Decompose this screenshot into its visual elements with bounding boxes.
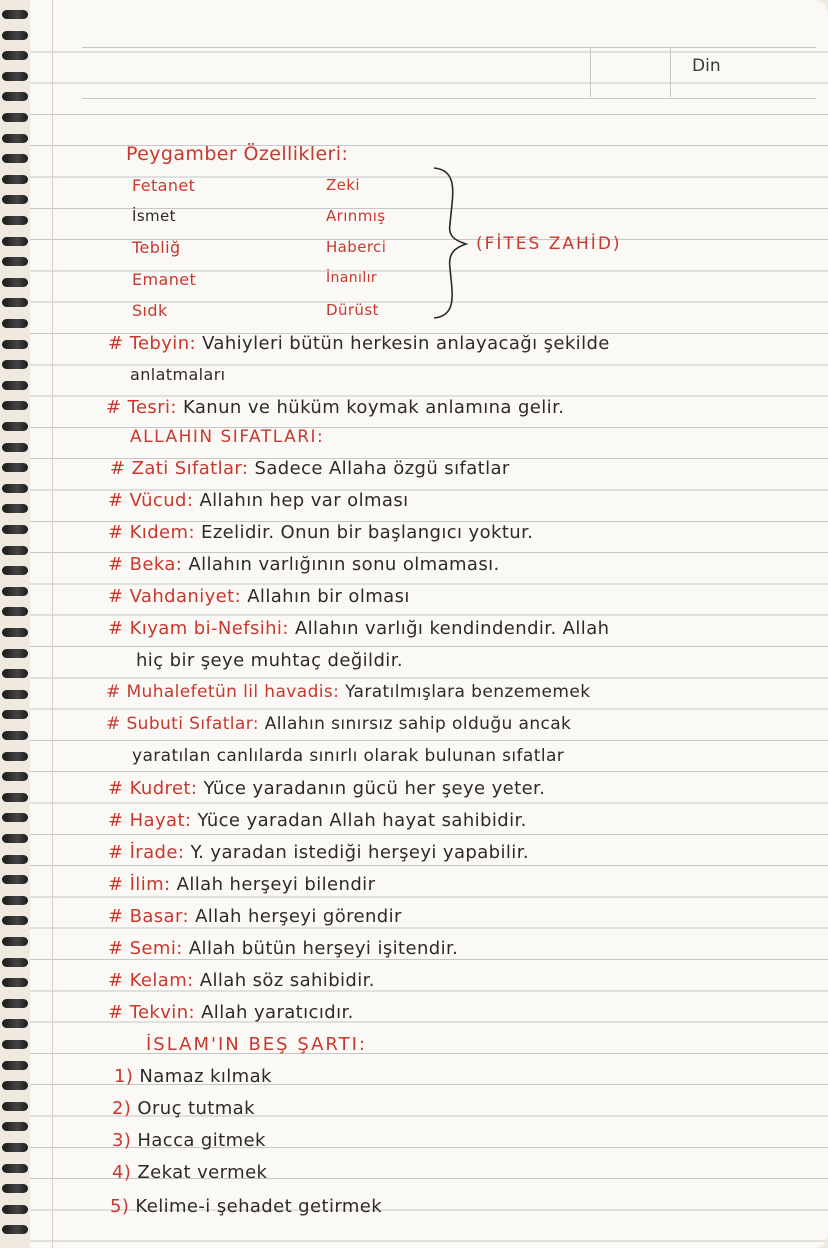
binding-ring [2, 566, 28, 575]
term: # Semi: [108, 938, 183, 959]
binding-ring [2, 195, 28, 204]
item-text: Oruç tutmak [137, 1098, 255, 1119]
list-item [110, 1196, 382, 1217]
item-number: 2) [112, 1098, 132, 1119]
trait-name: Fetanet [132, 176, 196, 195]
definition: Vahiyleri bütün herkesin anlayacağı şekilde [202, 333, 610, 354]
binding-ring [2, 607, 28, 616]
definition-kudret [108, 778, 545, 799]
binding-ring [2, 525, 28, 534]
binding-ring [2, 360, 28, 369]
term: # Tebyin: [108, 333, 196, 354]
item-number: 1) [114, 1066, 134, 1087]
binding-ring [2, 1184, 28, 1193]
definition: Allahın varlığı kendindendir. Allah [294, 618, 610, 639]
binding-ring [2, 690, 28, 699]
term: # Hayat: [108, 810, 192, 831]
definition: Allah herşeyi bilendir [176, 874, 376, 895]
binding-ring [2, 937, 28, 946]
term: # Vücud: [108, 490, 194, 511]
definition-hayat [108, 810, 527, 831]
trait-meaning: Zeki [326, 176, 360, 194]
item-text: Namaz kılmak [139, 1066, 272, 1087]
definition-kelam [108, 970, 375, 991]
definition: Allahın bir olması [247, 586, 410, 607]
term: # Tekvin: [108, 1002, 195, 1023]
binding-ring [2, 1143, 28, 1152]
definition-basar [108, 906, 402, 927]
definition: Allah söz sahibidir. [199, 970, 375, 991]
trait-meaning: İnanılır [326, 270, 378, 286]
binding-ring [2, 710, 28, 719]
definition-tebyin [108, 333, 610, 354]
acronym: (FİTES ZAHİD) [476, 234, 622, 254]
binding-ring [2, 772, 28, 781]
term: # Kudret: [108, 778, 198, 799]
binding-ring [2, 649, 28, 658]
binding-ring [2, 978, 28, 987]
item-number: 3) [112, 1130, 132, 1151]
binding-ring [2, 916, 28, 925]
section-title: ALLAHIN SIFATLARI: [130, 427, 325, 447]
definition-ilim [108, 874, 375, 895]
definition: Allah herşeyi görendir [195, 906, 402, 927]
definition-zati [110, 458, 510, 479]
binding-ring [2, 1061, 28, 1070]
margin-line [52, 0, 53, 1248]
definition-beka [108, 554, 500, 575]
definition-tesri [106, 397, 564, 418]
definition-kiyam [108, 618, 609, 639]
binding-ring [2, 731, 28, 740]
binding-ring [2, 31, 28, 40]
definition: Kanun ve hüküm koymak anlamına gelir. [182, 397, 565, 418]
binding-ring [2, 1205, 28, 1214]
binding-ring [2, 752, 28, 761]
term: # İrade: [108, 842, 185, 863]
term: # Tesri: [106, 397, 177, 418]
binding-ring [2, 319, 28, 328]
subject-label: Din [692, 56, 721, 76]
definition: Ezelidir. Onun bir başlangıcı yoktur. [201, 522, 534, 543]
trait-name: İsmet [132, 207, 176, 225]
term: # Subuti Sıfatlar: [106, 714, 259, 734]
item-text: Hacca gitmek [137, 1130, 266, 1151]
definition-vahdaniyet [108, 586, 410, 607]
definition: Allahın varlığının sonu olmaması. [188, 554, 500, 575]
definition-continued: anlatmaları [130, 365, 226, 384]
definition-semi [108, 938, 458, 959]
binding-ring [2, 422, 28, 431]
definition: Allah bütün herşeyi işitendir. [188, 938, 459, 959]
section-title: İSLAM'IN BEŞ ŞARTI: [146, 1034, 367, 1055]
header-divider [670, 47, 671, 97]
item-number: 4) [112, 1162, 132, 1183]
term: # Kıdem: [108, 522, 195, 543]
binding-ring [2, 257, 28, 266]
binding-ring [2, 813, 28, 822]
binding-ring [2, 278, 28, 287]
term: # Basar: [108, 906, 189, 927]
binding-ring [2, 793, 28, 802]
definition-subuti [106, 714, 571, 734]
binding-ring [2, 1122, 28, 1131]
binding-ring [2, 51, 28, 60]
trait-name: Tebliğ [132, 238, 181, 257]
trait-meaning: Haberci [326, 238, 387, 256]
trait-meaning: Dürüst [326, 301, 379, 319]
item-text: Zekat vermek [137, 1162, 268, 1183]
definition: Allahın hep var olması [199, 490, 409, 511]
binding-ring [2, 587, 28, 596]
definition: Yüce yaradan Allah hayat sahibidir. [197, 810, 527, 831]
definition: Sadece Allaha özgü sıfatlar [254, 458, 510, 479]
trait-name: Sıdk [132, 301, 168, 320]
definition-continued: hiç bir şeye muhtaç değildir. [136, 650, 403, 671]
term: # Beka: [108, 554, 183, 575]
binding-ring [2, 10, 28, 19]
binding-ring [2, 504, 28, 513]
definition-irade [108, 842, 529, 863]
binding-ring [2, 1225, 28, 1234]
binding-ring [2, 72, 28, 81]
binding-ring [2, 1081, 28, 1090]
binding-ring [2, 669, 28, 678]
binding-ring [2, 401, 28, 410]
binding-ring [2, 154, 28, 163]
curly-brace-icon [430, 164, 480, 322]
definition-continued: yaratılan canlılarda sınırlı olarak bulunan sıfatlar [132, 746, 565, 766]
list-item [112, 1130, 266, 1151]
binding-ring [2, 340, 28, 349]
binding-ring [2, 1102, 28, 1111]
binding-ring [2, 546, 28, 555]
header-divider [590, 47, 591, 97]
spiral-binding-icon [0, 0, 34, 1248]
page-title: Peygamber Özellikleri: [126, 143, 349, 165]
term: # Muhalefetün lil havadis: [106, 682, 340, 702]
binding-ring [2, 381, 28, 390]
binding-ring [2, 958, 28, 967]
binding-ring [2, 875, 28, 884]
binding-ring [2, 443, 28, 452]
binding-ring [2, 298, 28, 307]
trait-meaning: Arınmış [326, 207, 386, 225]
term: # Zati Sıfatlar: [110, 458, 249, 479]
binding-ring [2, 999, 28, 1008]
notebook-page [30, 0, 828, 1248]
list-item [112, 1162, 267, 1183]
list-item [112, 1098, 255, 1119]
item-number: 5) [110, 1196, 130, 1217]
trait-name: Emanet [132, 270, 197, 289]
definition-muhalefet [106, 682, 590, 702]
binding-ring [2, 463, 28, 472]
definition: Y. yaradan istediği herşeyi yapabilir. [190, 842, 529, 863]
term: # Kelam: [108, 970, 194, 991]
definition-tekvin [108, 1002, 354, 1023]
definition: Yaratılmışlara benzememek [345, 682, 591, 702]
binding-ring [2, 484, 28, 493]
binding-ring [2, 92, 28, 101]
term: # Vahdaniyet: [108, 586, 242, 607]
term: # Kıyam bi-Nefsihi: [108, 618, 289, 639]
binding-ring [2, 628, 28, 637]
binding-ring [2, 134, 28, 143]
definition: Yüce yaradanın gücü her şeye yeter. [203, 778, 546, 799]
binding-ring [2, 1164, 28, 1173]
binding-ring [2, 1040, 28, 1049]
binding-ring [2, 1019, 28, 1028]
list-item [114, 1066, 272, 1087]
definition: Allah yaratıcıdır. [201, 1002, 354, 1023]
item-text: Kelime-i şehadet getirmek [135, 1196, 383, 1217]
binding-ring [2, 834, 28, 843]
binding-ring [2, 237, 28, 246]
definition: Allahın sınırsız sahip olduğu ancak [264, 714, 572, 734]
binding-ring [2, 896, 28, 905]
binding-ring [2, 216, 28, 225]
binding-ring [2, 175, 28, 184]
definition-kidem [108, 522, 533, 543]
binding-ring [2, 113, 28, 122]
term: # İlim: [108, 874, 171, 895]
definition-vucud [108, 490, 409, 511]
binding-ring [2, 855, 28, 864]
